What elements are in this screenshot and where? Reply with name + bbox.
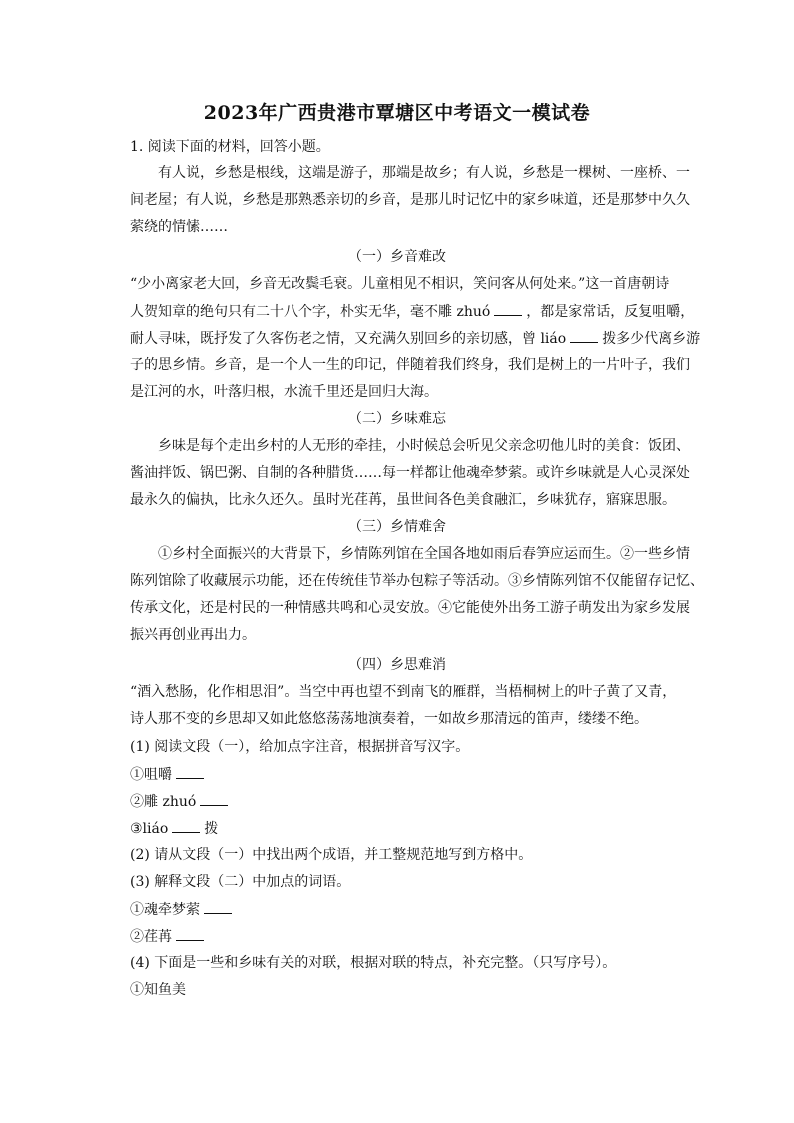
question-1-3-b [130, 926, 208, 947]
question-1-4: (4) 下面是一些和乡味有关的对联，根据对联的特点，补充完整。（只写序号）。 [130, 955, 617, 971]
question-1-1-c-text: ③liáo [130, 821, 169, 837]
section-2-line-3: 最永久的偏执，比永久还久。虽时光荏苒，虽世间各色美食融汇，乡味犹存，寤寐思服。 [130, 492, 676, 508]
section-1-line-5: 是江河的水，叶落归根，水流千里还是回归大海。 [130, 384, 438, 400]
intro-line-3: 萦绕的情愫…… [130, 219, 228, 235]
section-1-line-1: “少小离家老大回，乡音无改鬓毛衰。儿童相见不相识，笑问客从何处来。”这一首唐朝诗 [130, 276, 670, 292]
section-4-heading: （四）乡思难消 [348, 657, 446, 673]
question-1-3-b-text: ②荏苒 [130, 929, 172, 945]
section-1-heading: （一）乡音难改 [348, 249, 446, 265]
answer-blank[interactable] [172, 818, 200, 833]
section-1-line-2 [130, 301, 694, 322]
question-1-3-a-text: ①魂牵梦萦 [130, 902, 200, 918]
question-1-4-a: ①知鱼美 [130, 982, 186, 998]
intro-line-1: 有人说，乡愁是根线，这端是游子，那端是故乡；有人说，乡愁是一棵树、一座桥、一 [158, 165, 690, 181]
question-1-prompt: 1. 阅读下面的材料，回答小题。 [130, 139, 330, 155]
section-2-line-1: 乡味是每个走出乡村的人无形的牵挂，小时候总会听见父亲念叨他儿时的美食：饭团、 [158, 438, 690, 454]
question-1-1-a [130, 764, 208, 785]
question-1-1-b-text: ②雕 zhuó [130, 794, 197, 810]
question-1-1: (1) 阅读文段（一），给加点字注音，根据拼音写汉字。 [130, 739, 470, 755]
answer-blank[interactable] [176, 926, 204, 941]
answer-blank[interactable] [204, 899, 232, 914]
answer-blank[interactable] [494, 301, 522, 316]
section-1-line-3 [130, 328, 700, 349]
section-3-line-4: 振兴再创业再出力。 [130, 627, 256, 643]
question-1-1-a-text: ①咀嚼 [130, 767, 172, 783]
section-3-line-3: 传承文化，还是村民的一种情感共鸣和心灵安放。④它能使外出务工游子萌发出为家乡发展 [130, 600, 690, 616]
answer-blank[interactable] [570, 328, 598, 343]
question-1-1-b [130, 791, 232, 812]
question-1-1-c-tail: 拨 [204, 821, 219, 837]
answer-blank[interactable] [176, 764, 204, 779]
section-2-heading: （二）乡味难忘 [348, 411, 446, 427]
section-3-heading: （三）乡情难舍 [348, 519, 446, 535]
section-1-line-2-text: 人贺知章的绝句只有二十八个字，朴实无华，毫不雕 zhuó [130, 304, 491, 320]
question-1-1-c [130, 818, 218, 839]
answer-blank[interactable] [200, 791, 228, 806]
section-4-line-2: 诗人那不变的乡思却又如此悠悠荡荡地演奏着，一如故乡那清远的笛声，缕缕不绝。 [130, 711, 648, 727]
section-2-line-2: 酱油拌饭、锅巴粥、自制的各种腊货……每一样都让他魂牵梦萦。或许乡味就是人心灵深处 [130, 465, 690, 481]
section-1-line-2-tail: ，都是家常话，反复咀嚼， [526, 304, 695, 320]
section-3-line-2: 陈列馆除了收藏展示功能，还在传统佳节举办包粽子等活动。③乡情陈列馆不仅能留存记忆、 [130, 573, 704, 589]
question-1-3: (3) 解释文段（二）中加点的词语。 [130, 874, 351, 890]
section-1-line-3-text: 耐人寻味，既抒发了久客伤老之情，又充满久别回乡的亲切感，曾 liáo [130, 331, 567, 347]
section-4-line-1: “酒入愁肠，化作相思泪”。当空中再也望不到南飞的雁群，当梧桐树上的叶子黄了又青， [130, 684, 677, 700]
section-3-line-1: ①乡村全面振兴的大背景下，乡情陈列馆在全国各地如雨后春笋应运而生。②一些乡情 [158, 546, 690, 562]
intro-line-2: 间老屋；有人说，乡愁是那熟悉亲切的乡音，是那儿时记忆中的家乡味道，还是那梦中久久 [130, 192, 690, 208]
question-1-3-a [130, 899, 236, 920]
section-1-line-4: 子的思乡情。乡音，是一个人一生的印记，伴随着我们终身，我们是树上的一片叶子，我们 [130, 357, 690, 373]
exam-title: 2023年广西贵港市覃塘区中考语文一模试卷 [203, 102, 591, 124]
section-1-line-3-tail: 拨多少代离乡游 [602, 331, 701, 347]
question-1-2: (2) 请从文段（一）中找出两个成语，并工整规范地写到方格中。 [130, 847, 533, 863]
